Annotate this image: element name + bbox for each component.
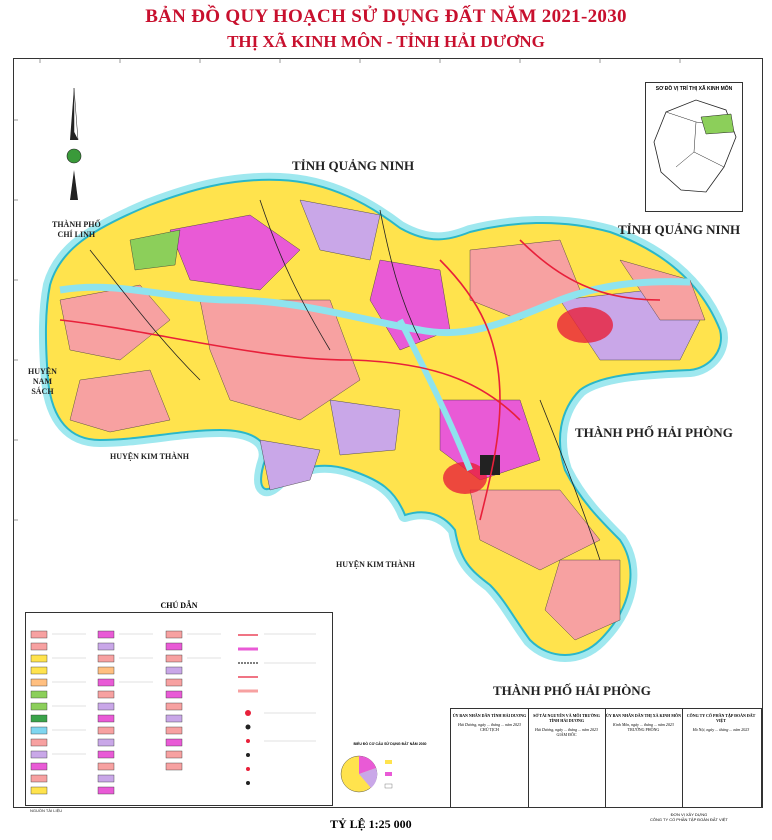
label-quang-ninh-right: TỈNH QUẢNG NINH	[618, 222, 741, 237]
label-nam-sach-line3: SÁCH	[31, 387, 54, 396]
label-hai-phong-bottom: THÀNH PHỐ HẢI PHÒNG	[493, 683, 651, 698]
credit-line2: CÔNG TY CỔ PHẦN TẬP ĐOÀN ĐẤT VIỆT	[650, 817, 728, 822]
north-arrow-icon	[67, 88, 81, 200]
signature-org: ỦY BAN NHÂN DÂN TỈNH HẢI DƯƠNG	[452, 713, 527, 718]
signature-date: Hải Dương, ngày ... tháng ... năm 2023	[535, 727, 598, 732]
map-title: BẢN ĐỒ QUY HOẠCH SỬ DỤNG ĐẤT NĂM 2021-2030	[145, 6, 627, 27]
credit-line1: ĐƠN VỊ XÂY DỰNG	[670, 812, 708, 817]
label-kim-thanh-left: HUYỆN KIM THÀNH	[110, 452, 189, 461]
legend-title: CHÚ DẪN	[160, 601, 198, 610]
signature-date: Hải Dương, ngày ... tháng ... năm 2023	[458, 722, 521, 727]
credit-block	[650, 812, 728, 822]
pie-graphic	[335, 746, 445, 802]
signature-org: ỦY BAN NHÂN DÂN THỊ XÃ KINH MÔN	[606, 713, 682, 718]
signature-role: GIÁM ĐỐC	[556, 732, 577, 737]
map-scale: TỶ LỆ 1:25 000	[330, 817, 412, 831]
signature-column	[528, 709, 606, 807]
signature-role: TRƯỞNG PHÒNG	[627, 727, 660, 732]
land-use-pie	[335, 742, 445, 804]
legend-swatches	[26, 613, 332, 805]
inset-location-map	[645, 82, 743, 212]
signature-column	[605, 709, 683, 807]
map-subtitle: THỊ XÃ KINH MÔN - TỈNH HẢI DƯƠNG	[227, 32, 545, 51]
signature-date: Kinh Môn, ngày ... tháng ... năm 2023	[613, 722, 674, 727]
legend-box	[25, 601, 333, 806]
signature-date: Hà Nội, ngày ... tháng ... năm 2023	[692, 727, 750, 732]
label-nam-sach-line2: NAM	[32, 377, 52, 386]
label-chi-linh-line2: CHÍ LINH	[57, 230, 96, 239]
label-nam-sach	[28, 367, 57, 397]
label-chi-linh	[52, 220, 101, 240]
signature-org: CÔNG TY CỔ PHẦN TẬP ĐOÀN ĐẤT VIỆT	[686, 713, 756, 723]
inset-province-shape	[646, 92, 742, 204]
label-quang-ninh-top: TỈNH QUẢNG NINH	[292, 158, 415, 173]
signature-column	[451, 709, 529, 807]
inset-title: SƠ ĐỒ VỊ TRÍ THỊ XÃ KINH MÔN	[655, 86, 733, 92]
label-kim-thanh-bottom: HUYỆN KIM THÀNH	[336, 560, 415, 569]
signature-role: CHỦ TỊCH	[480, 727, 499, 732]
source-note: NGUỒN TÀI LIỆU	[30, 808, 63, 813]
label-chi-linh-line1: THÀNH PHỐ	[52, 220, 101, 229]
label-nam-sach-line1: HUYỆN	[28, 367, 57, 376]
signature-table	[450, 708, 762, 808]
label-hai-phong-right: THÀNH PHỐ HẢI PHÒNG	[575, 425, 733, 440]
pie-title: BIỂU ĐỒ CƠ CẤU SỬ DỤNG ĐẤT NĂM 2030	[353, 742, 427, 746]
signature-org: SỞ TÀI NGUYÊN VÀ MÔI TRƯỜNG TỈNH HẢI DƯƠNG	[533, 713, 600, 723]
signature-column	[682, 709, 760, 807]
